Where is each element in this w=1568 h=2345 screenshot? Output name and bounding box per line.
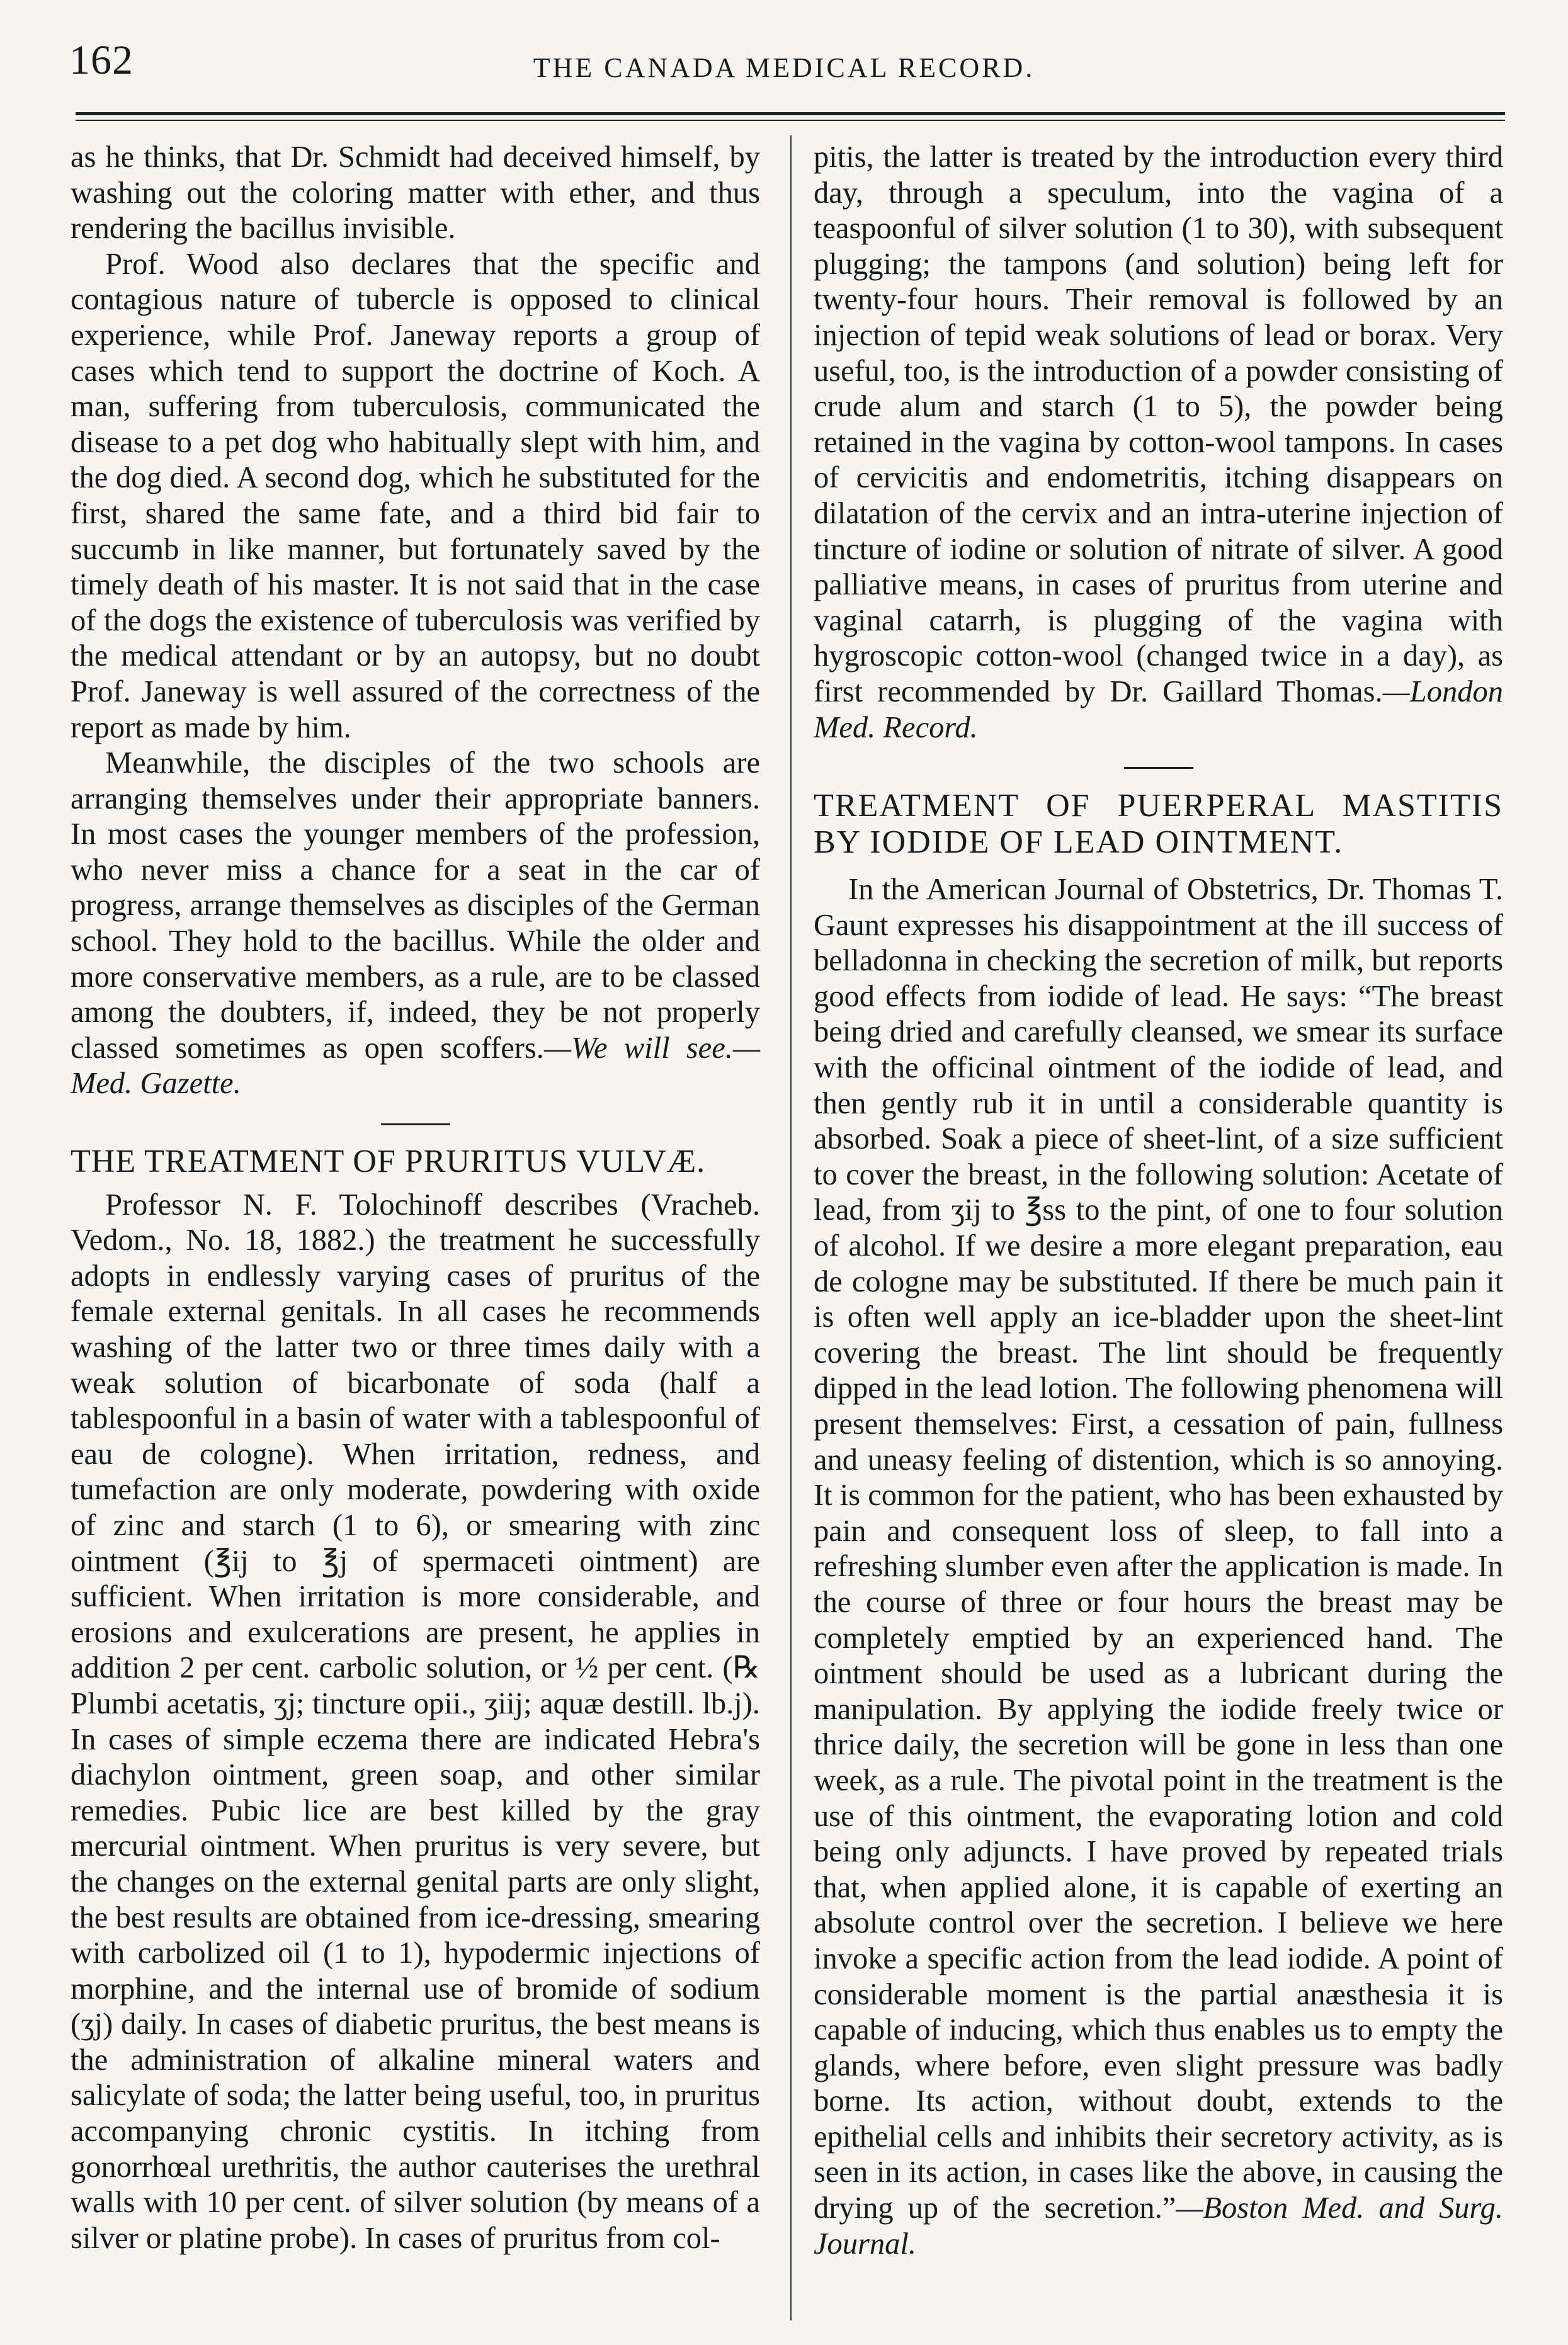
paragraph: [71, 247, 760, 746]
paragraph: [814, 872, 1503, 2262]
paragraph-text: Professor N. F. Tolochinoff describes (Vracheb. Vedom., No. 18, 1882.) the treatment he successfully adopts in endlessly varying cases of pruritus of the female external genitals. In all cases he recommends washing of the latter two or three times daily with a weak solution of bicarbonate of soda (half a tablespoonful in a basin of water with a tablespoonful of eau de cologne). When irritation, redness, and tumefaction are only moderate, powdering with oxide of zinc and starch (1 to 6), or smearing with zinc ointment (℥ij to ℥j of spermaceti ointment) are sufficient. When irritation is more considerable, and erosions and exulcerations are present, he applies in addition 2 per cent. carbolic solution, or ½ per cent. (℞ Plumbi acetatis, ʒj; tincture opii., ʒiij; aquæ destill. lb.j). In cases of simple eczema there are indicated Hebra's diachylon ointment, green soap, and other similar remedies. Pubic lice are best killed by the gray mercurial ointment. When pruritus is very severe, but the changes on the external genital parts are only slight, the best results are obtained from ice-dressing, smearing with carbolized oil (1 to 1), hypodermic injections of morphine, and the internal use of bromide of sodium (ʒj) daily. In cases of diabetic pruritus, the best means is the administration of alkaline mineral waters and salicylate of soda; the latter being useful, too, in pruritus accompanying chronic cystitis. In itching from gonorrhœal urethritis, the author cauterises the urethral walls with 10 per cent. of silver solution (by means of a silver or platine probe). In cases of pruritus from col-: [71, 1188, 761, 2255]
paragraph-text: as he thinks, that Dr. Schmidt had deceived himself, by washing out the coloring matter with ether, and thus rendering the bacillus invisible.: [71, 140, 760, 246]
paragraph: [71, 140, 760, 247]
paragraph-text: Prof. Wood also declares that the specific and contagious nature of tubercle is opposed to clinical experience, while Prof. Janeway reports a group of cases which tend to support the doctrine of Koch. A man, suffering from tuberculosis, communicated the disease to a pet dog who habitually slept with him, and the dog died. A second dog, which he substituted for the first, shared the same fate, and a third bid fair to succumb in like manner, but fortunately saved by the timely death of his master. It is not said that in the case of the dogs the existence of tuberculosis was verified by the medical attendant or by an autopsy, but no doubt Prof. Janeway is well assured of the correctness of the report as made by him.: [71, 247, 760, 744]
paragraph-text: pitis, the latter is treated by the introduction every third day, through a speculum, into the vagina of a teaspoonful of silver solution (1 to 30), with subsequent plugging; the tampons (and solution) being left for twenty-four hours. Their removal is followed by an injection of tepid weak solutions of lead or borax. Very useful, too, is the introduction of a powder consisting of crude alum and starch (1 to 5), the powder being retained in the vagina by cotton-wool tampons. In cases of cervicitis and endometritis, itching disappears on dilatation of the cervix and an intra-uterine injection of tincture of iodine or solution of nitrate of silver. A good palliative means, in cases of pruritus from uterine and vaginal catarrh, is plugging of the vagina with hygroscopic cotton-wool (changed twice in a day), as first recommended by Dr. Gaillard Thomas.: [814, 140, 1503, 708]
section-heading: THE TREATMENT OF PRURITUS VULVÆ.: [71, 1144, 706, 1180]
running-title: THE CANADA MEDICAL RECORD.: [533, 52, 1035, 83]
paragraph: [814, 140, 1503, 746]
source-citation: —Boston Med. and Surg. Journal.: [814, 2191, 1504, 2261]
header-rule: [76, 112, 1505, 121]
left-column: [71, 140, 760, 2256]
section-heading: TREATMENT OF PUERPERAL MASTITIS BY IODIDE OF LEAD OINTMENT.: [814, 788, 1503, 861]
paragraph-text: In the American Journal of Obstetrics, Dr. Thomas T. Gaunt expresses his disappointment at the ill success of belladonna in checking the secretion of milk, but reports good effects from iodide of lead. He says: “The breast being dried and carefully cleansed, we smear its surface with the officinal ointment of the iodide of lead, and then gently rub it in until a considerable quantity is absorbed. Soak a piece of sheet-lint, of a size sufficient to cover the breast, in the following solution: Acetate of lead, from ʒij to ℥ss to the pint, of one to four solution of alcohol. If we desire a more elegant preparation, eau de cologne may be substituted. If there be much pain it is often well apply an ice-bladder upon the sheet-lint covering the breast. The lint should be frequently dipped in the lead lotion. The following phenomena will present themselves: First, a cessation of pain, fullness and uneasy feeling of distention, which is so annoying. It is common for the patient, who has been exhausted by pain and consequent loss of sleep, to fall into a refreshing slumber even after the application is made. In the course of three or four hours the breast may be completely emptied by an experienced hand. The ointment should be used as a lubricant during the manipulation. By applying the iodide freely twice or thrice daily, the secretion will be gone in less than one week, as a rule. The pivotal point in the treatment is the use of this ointment, the evaporating lotion and cold being only adjuncts. I have proved by repeated trials that, when applied alone, it is capable of exerting an absolute control over the secretion. I believe we here invoke a specific action from the lead iodide. A point of considerable moment is the partial anæsthesia it is capable of inducing, which thus enables us to empty the glands, where before, even slight pressure was badly borne. Its action, without doubt, extends to the epithelial cells and inhibits their secretory activity, as is seen in its action, in cases like the above, in causing the drying up of the secretion.”: [814, 873, 1504, 2225]
source-citation: —We will see.—Med. Gazette.: [71, 1031, 760, 1101]
page-header: [69, 25, 1499, 94]
paragraph: [71, 1188, 760, 2257]
section-rule: [381, 1123, 450, 1125]
paragraph-text: Meanwhile, the disciples of the two schools are arranging themselves under their appropriate banners. In most cases the younger members of the profession, who never miss a chance for a seat in the car of progress, arrange themselves as disciples of the German school. They hold to the bacillus. While the older and more conservative members, as a rule, are to be classed among the doubters, if, indeed, they be not properly classed sometimes as open scoffers.: [71, 746, 760, 1065]
right-column: [814, 140, 1503, 2262]
column-divider: [790, 135, 792, 2320]
section-rule: [1124, 767, 1193, 769]
source-citation: —London Med. Record.: [814, 674, 1503, 744]
page-number: 162: [69, 37, 134, 83]
paragraph: [71, 746, 760, 1102]
